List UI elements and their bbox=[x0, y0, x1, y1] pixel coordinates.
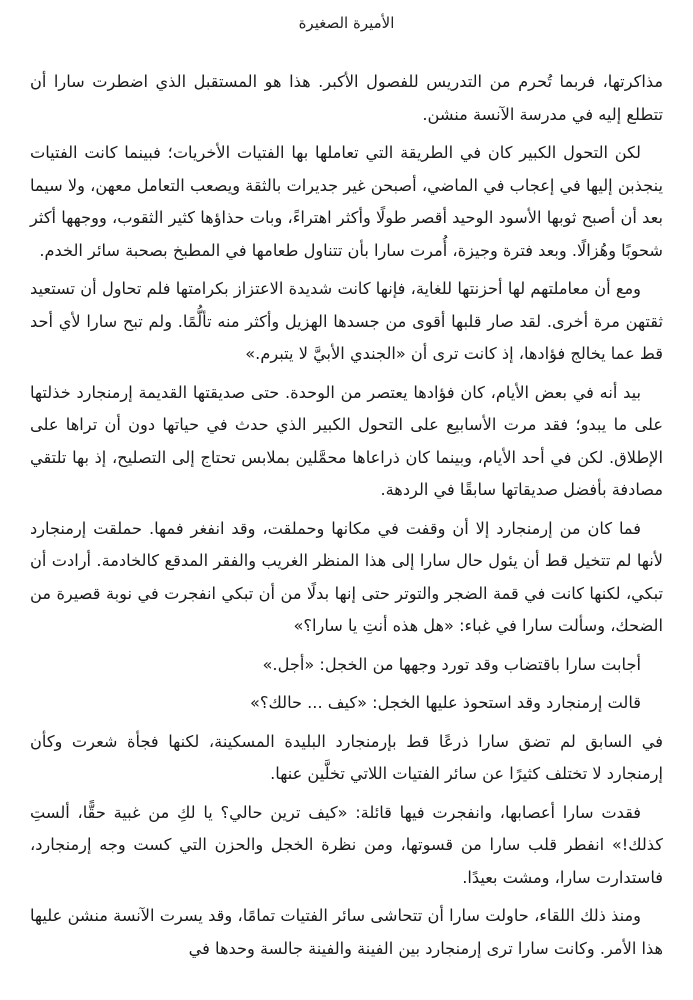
paragraph: فقدت سارا أعصابها، وانفجرت فيها قائلة: «كيف ترين حالي؟ يا لكِ من غبية حقًّا، ألستِ كذلك!» انفطر قلب سارا من قسوتها، ومن نظرة الخجل والحزن التي كست وجه إرمنجارد، فاستدارت سارا، ومشت بعيدًا. bbox=[30, 802, 663, 887]
paragraph: ومع أن معاملتهم لها أحزنتها للغاية، فإنها كانت شديدة الاعتزاز بكرامتها فلم تحاول أن تستعيد ثقتهن مرة أخرى. لقد صار قلبها أقوى من جسدها الهزيل وأكثر منه تألُّمًا. ولم تبح سارا لأي أحد قط عما يخالج فؤادها، إذ كانت ترى أن «الجندي الأبيَّ لا يتبرم.» bbox=[30, 279, 663, 363]
paragraph: مذاكرتها، فربما تُحرم من التدريس للفصول الأكبر. هذا هو المستقبل الذي اضطرت سارا أن تتطلع إليه في مدرسة الآنسة منشن. bbox=[30, 72, 663, 124]
paragraph: قالت إرمنجارد وقد استحوذ عليها الخجل: «كيف ... حالك؟» bbox=[250, 693, 641, 712]
paragraph: ومنذ ذلك اللقاء، حاولت سارا أن تتحاشى سائر الفتيات تمامًا، وقد يسرت الآنسة منشن عليها هذا الأمر. وكانت سارا ترى إرمنجارد بين الفينة والفينة جالسة وحدها في bbox=[30, 906, 663, 958]
book-page bbox=[30, 0, 663, 1000]
paragraph: أجابت سارا باقتضاب وقد تورد وجهها من الخجل: «أجل.» bbox=[262, 654, 641, 674]
running-header-title: الأميرة الصغيرة bbox=[298, 14, 395, 32]
paragraph: بيد أنه في بعض الأيام، كان فؤادها يعتصر من الوحدة. حتى صديقتها القديمة إرمنجارد خذلتها على ما يبدو؛ فقد مرت الأسابيع على التحول الكبير الذي حدث في حياتها دون أن تراها على الإطلاق. لكن في أحد الأيام، وبينما كان ذراعاها محمَّلين بملابس تحتاج إلى التصليح، إذ بها تلتقي مصادفة بأفضل صديقاتها سابقًا في الردهة. bbox=[30, 382, 663, 499]
paragraph: فما كان من إرمنجارد إلا أن وقفت في مكانها وحملقت، وقد انفغر فمها. حملقت إرمنجارد لأنها لم تتخيل قط أن يئول حال سارا إلى هذا المنظر الغريب والفقر المدقع كالخادمة. أرادت أن تبكي، لكنها كانت في قمة الضجر والتوتر حتى إنها بدلًا من أن تبكي انفجرت في نوبة قصيرة من الضحك، وسألت سارا في غباء: «هل هذه أنتِ يا سارا؟» bbox=[30, 518, 663, 635]
body-text bbox=[30, 66, 663, 971]
paragraph: لكن التحول الكبير كان في الطريقة التي تعاملها بها الفتيات الأخريات؛ فبينما كانت الفتيات ينجذبن إليها في إعجاب في الماضي، أصبحن غير جديرات بالثقة ويصعب التعامل معهن، ولا سيما بعد أن أصبح ثوبها الأسود الوحيد أقصر طولًا وأكثر اهتراءً، وبات حذاؤها كثير الثقوب، ووجهها أكثر شحوبًا وهُزالًا. وبعد فترة وجيزة، أُمرت سارا بأن تتناول طعامها في المطبخ بصحبة سائر الخدم. bbox=[30, 143, 663, 260]
paragraph: في السابق لم تضق سارا ذرعًا قط بإرمنجارد البليدة المسكينة، لكنها فجأة شعرت وكأن إرمنجارد لا تختلف كثيرًا عن سائر الفتيات اللاتي تخلَّين عنها. bbox=[30, 731, 663, 783]
